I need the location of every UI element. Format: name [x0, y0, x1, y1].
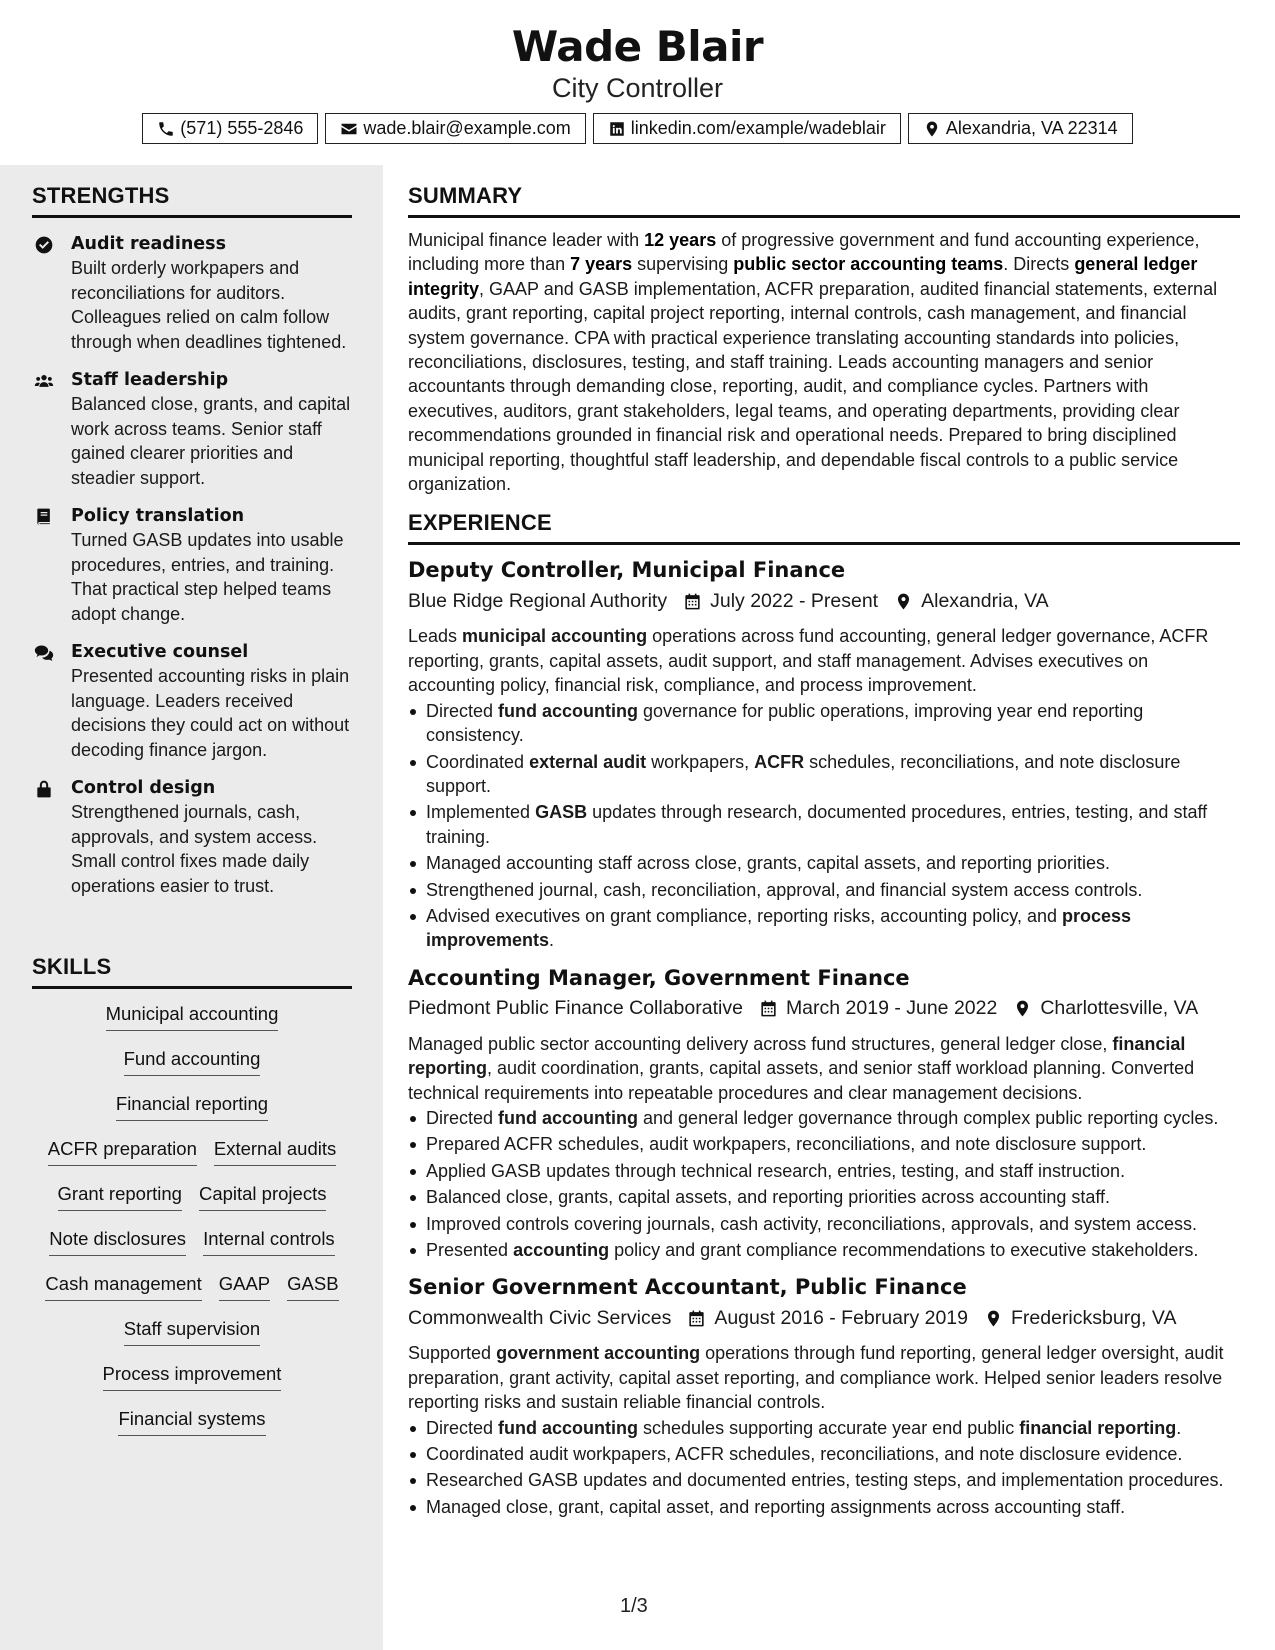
- emphasis-text: fund accounting: [498, 700, 639, 721]
- job-location: Alexandria, VA: [921, 589, 1049, 612]
- job-entry: [408, 1272, 1240, 1519]
- skill-tag: Cash management: [45, 1269, 201, 1301]
- sidebar: [0, 165, 383, 1650]
- skills-section: [32, 954, 352, 1441]
- job-bullets: [408, 1416, 1240, 1520]
- envelope-icon: [340, 120, 358, 138]
- bullet-item: [408, 1468, 1240, 1492]
- bullet-item: [408, 904, 1240, 953]
- job-entry: [408, 555, 1240, 952]
- skill-tag: ACFR preparation: [48, 1134, 197, 1166]
- text-segment: Advised executives on grant compliance, reporting risks, accounting policy, and: [426, 905, 1063, 926]
- bullet-item: [408, 878, 1240, 902]
- map-pin-icon: [1013, 999, 1032, 1018]
- text-segment: Directed: [426, 1417, 499, 1438]
- strength-text: Presented accounting risks in plain language. Leaders received decisions they could act on without decoding finance jargon.: [71, 666, 350, 760]
- skill-row: [32, 1359, 352, 1396]
- strength-text: Built orderly workpapers and reconciliations for auditors. Colleagues relied on calm follow through when deadlines tightened.: [71, 258, 347, 352]
- candidate-name: Wade Blair: [511, 22, 764, 71]
- bullet-item: [408, 1416, 1240, 1440]
- comments-icon: [34, 643, 54, 663]
- strength-item: [32, 640, 352, 762]
- job-dates: March 2019 - June 2022: [785, 997, 998, 1020]
- strength-title: Policy translation: [71, 506, 245, 526]
- bullet-item: [408, 800, 1240, 849]
- job-title: Deputy Controller, Municipal Finance: [408, 558, 846, 583]
- skill-tag: Financial reporting: [116, 1089, 268, 1121]
- skill-tag: Process improvement: [103, 1359, 282, 1391]
- skills-title: SKILLS: [32, 954, 352, 989]
- text-segment: Applied GASB updates through technical research, entries, testing, and staff instruction.: [426, 1160, 1126, 1181]
- job-bullets: [408, 1106, 1240, 1262]
- emphasis-text: general ledger integrity: [408, 254, 1198, 299]
- emphasis-text: public sector accounting teams: [733, 254, 1004, 275]
- emphasis-text: 7 years: [570, 254, 633, 275]
- text-segment: Presented: [426, 1240, 514, 1260]
- bullet-item: [408, 1442, 1240, 1466]
- emphasis-text: GASB: [535, 802, 588, 823]
- emphasis-text: process improvements: [426, 905, 1132, 951]
- skill-tag: Municipal accounting: [106, 999, 279, 1031]
- strength-item: [32, 232, 352, 354]
- job-description: [408, 624, 1240, 697]
- text-segment: Coordinated audit workpapers, ACFR schedules, reconciliations, and note disclosure evidence.: [426, 1444, 1183, 1465]
- text-segment: . Directs: [1003, 254, 1075, 275]
- contact-email[interactable]: [325, 113, 585, 144]
- skill-tag: Note disclosures: [49, 1224, 186, 1256]
- emphasis-text: government accounting: [496, 1343, 701, 1364]
- skill-row: [32, 1179, 352, 1216]
- skill-list: [32, 999, 352, 1441]
- emphasis-text: external audit: [529, 751, 647, 772]
- calendar-icon: [687, 1309, 706, 1328]
- text-segment: operations across fund accounting, general ledger governance, ACFR reporting, grants, capital assets, audit support, and staff management. Advises executives on accounting policy, financial risk, compliance, and process improvement.: [408, 626, 1209, 696]
- experience-title: EXPERIENCE: [408, 510, 1240, 545]
- lock-icon: [34, 779, 54, 799]
- skill-row: [32, 1314, 352, 1351]
- skill-row: [32, 1224, 352, 1261]
- book-icon: [34, 507, 54, 527]
- contact-bar: [0, 113, 1275, 144]
- main-content: [408, 165, 1240, 1521]
- emphasis-text: financial reporting: [408, 1033, 1186, 1079]
- strength-text: Turned GASB updates into usable procedures, entries, and training. That practical step helped teams adopt change.: [71, 530, 344, 624]
- strength-item: [32, 368, 352, 490]
- strengths-title: STRENGTHS: [32, 183, 352, 218]
- strength-title: Audit readiness: [71, 234, 226, 254]
- skill-row: [32, 1134, 352, 1171]
- job-list: [408, 555, 1240, 1519]
- map-pin-icon: [984, 1309, 1003, 1328]
- job-company: Piedmont Public Finance Collaborative: [408, 997, 743, 1020]
- check-circle-icon: [34, 235, 54, 255]
- text-segment: schedules supporting accurate year end public: [638, 1417, 1020, 1438]
- skill-row: [32, 1044, 352, 1081]
- text-segment: Managed accounting staff across close, grants, capital assets, and reporting priorities.: [426, 853, 1111, 874]
- text-segment: , audit coordination, grants, capital assets, and senior staff workload planning. Converted technical requirements into repeatable procedures and clear management decisions.: [408, 1058, 1195, 1103]
- contact-phone-text: (571) 555-2846: [180, 118, 304, 138]
- users-icon: [34, 371, 54, 391]
- job-meta: [408, 586, 1240, 616]
- text-segment: and general ledger governance through complex public reporting cycles.: [638, 1107, 1219, 1128]
- contact-location: [908, 113, 1133, 144]
- text-segment: operations through fund reporting, general ledger oversight, audit preparation, grant activity, capital asset reporting, and compliance work. Helped senior leaders resolve reporting risks and sustain reliable financial controls.: [408, 1343, 1224, 1413]
- text-segment: policy and grant compliance recommendations to executive stakeholders.: [609, 1240, 1199, 1260]
- emphasis-text: 12 years: [644, 230, 717, 250]
- bullet-item: [408, 1185, 1240, 1209]
- phone-icon: [157, 120, 175, 138]
- job-meta: [408, 994, 1240, 1024]
- skill-row: [32, 1089, 352, 1126]
- resume-header: [0, 0, 1275, 165]
- strength-title: Staff leadership: [71, 370, 229, 390]
- strength-title: Executive counsel: [71, 642, 249, 662]
- contact-location-text: Alexandria, VA 22314: [945, 118, 1118, 138]
- text-segment: Leads: [408, 626, 463, 647]
- job-title: Senior Government Accountant, Public Finance: [408, 1275, 967, 1300]
- experience-section: [408, 510, 1240, 1519]
- emphasis-text: municipal accounting: [462, 626, 648, 647]
- skill-tag: GASB: [287, 1269, 338, 1301]
- skill-tag: External audits: [214, 1134, 336, 1166]
- text-segment: Supported: [408, 1343, 497, 1364]
- text-segment: Managed public sector accounting delivery across fund structures, general ledger close,: [408, 1033, 1113, 1054]
- job-company: Commonwealth Civic Services: [408, 1306, 672, 1329]
- emphasis-text: accounting: [513, 1240, 610, 1260]
- text-segment: schedules, reconciliations, and note disclosure support.: [426, 751, 1181, 796]
- skill-tag: Grant reporting: [58, 1179, 182, 1211]
- bullet-item: [408, 1159, 1240, 1183]
- candidate-role: City Controller: [551, 73, 724, 103]
- bullet-item: [408, 1495, 1240, 1519]
- text-segment: Strengthened journal, cash, reconciliation, approval, and financial system access controls.: [426, 879, 1143, 900]
- bullet-item: [408, 1212, 1240, 1236]
- job-location: Fredericksburg, VA: [1011, 1306, 1177, 1329]
- emphasis-text: fund accounting: [498, 1107, 639, 1128]
- contact-linkedin[interactable]: [593, 113, 901, 144]
- text-segment: .: [1176, 1417, 1182, 1438]
- job-dates: August 2016 - February 2019: [714, 1306, 968, 1329]
- text-segment: workpapers,: [646, 751, 755, 772]
- job-company: Blue Ridge Regional Authority: [408, 589, 668, 612]
- skill-tag: GAAP: [219, 1269, 270, 1301]
- summary-section: [408, 183, 1240, 496]
- strengths-section: [32, 183, 352, 898]
- strength-text: Strengthened journals, cash, approvals, and system access. Small control fixes made daily operations easier to trust.: [71, 802, 318, 896]
- emphasis-text: fund accounting: [498, 1417, 639, 1438]
- contact-linkedin-text: linkedin.com/example/wadeblair: [630, 118, 886, 138]
- skill-tag: Financial systems: [118, 1404, 265, 1436]
- skill-tag: Staff supervision: [124, 1314, 260, 1346]
- skill-row: [32, 1404, 352, 1441]
- skill-row: [32, 1269, 352, 1306]
- text-segment: , GAAP and GASB implementation, ACFR preparation, audited financial statements, external audits, grant reporting, capital project reporting, internal controls, cash management, and financial system governance. CPA with practical experience translating accounting standards into policies, reconciliations, disclosures, testing, and staff training. Leads accounting managers and senior accountants through demanding close, reporting, audit, and compliance cycles. Partners with executives, auditors, grant stakeholders, legal teams, and operating departments, providing clear recommendations grounded in financial risk and operational needs. Prepared to bring disciplined municipal reporting, thoughtful staff leadership, and dependable fiscal controls to a public service organization.: [408, 278, 1218, 495]
- text-segment: Managed close, grant, capital asset, and reporting assignments across accounting staff.: [426, 1496, 1126, 1517]
- text-segment: Coordinated: [426, 751, 530, 772]
- job-description: [408, 1341, 1240, 1414]
- summary-text: [408, 228, 1240, 496]
- text-segment: Prepared ACFR schedules, audit workpapers, reconciliations, and note disclosure support.: [426, 1134, 1147, 1155]
- text-segment: Directed: [426, 1107, 499, 1128]
- skill-tag: Capital projects: [199, 1179, 327, 1211]
- skill-row: [32, 999, 352, 1036]
- strength-text: Balanced close, grants, and capital work across teams. Senior staff gained clearer priorities and steadier support.: [71, 394, 351, 488]
- emphasis-text: financial reporting: [1019, 1417, 1177, 1438]
- map-pin-icon: [923, 120, 941, 138]
- skill-tag: Internal controls: [203, 1224, 335, 1256]
- bullet-item: [408, 851, 1240, 875]
- strength-item: [32, 776, 352, 898]
- strength-title: Control design: [71, 778, 216, 798]
- text-segment: governance for public operations, improving year end reporting consistency.: [426, 700, 1144, 746]
- emphasis-text: ACFR: [754, 751, 805, 772]
- job-location: Charlottesville, VA: [1040, 997, 1199, 1020]
- skill-tag: Fund accounting: [124, 1044, 261, 1076]
- linkedin-icon: [608, 120, 626, 138]
- calendar-icon: [759, 999, 778, 1018]
- text-segment: Improved controls covering journals, cash activity, reconciliations, approvals, and system access.: [426, 1213, 1198, 1234]
- bullet-item: [408, 1238, 1240, 1262]
- strength-item: [32, 504, 352, 626]
- job-entry: [408, 963, 1240, 1263]
- text-segment: of progressive government and fund accounting experience, including more than: [408, 230, 1200, 275]
- page-number: 1/3: [620, 1595, 648, 1617]
- text-segment: Municipal finance leader with: [408, 230, 645, 250]
- text-segment: supervising: [632, 254, 734, 275]
- contact-email-text: wade.blair@example.com: [363, 118, 571, 138]
- text-segment: Implemented: [426, 802, 536, 823]
- job-dates: July 2022 - Present: [710, 589, 879, 612]
- job-bullets: [408, 699, 1240, 953]
- text-segment: updates through research, documented procedures, entries, testing, and staff training.: [426, 802, 1208, 847]
- map-pin-icon: [894, 592, 913, 611]
- text-segment: .: [549, 930, 555, 951]
- text-segment: Directed: [426, 700, 499, 721]
- bullet-item: [408, 1106, 1240, 1130]
- job-title: Accounting Manager, Government Finance: [408, 965, 910, 990]
- summary-title: SUMMARY: [408, 183, 1240, 218]
- bullet-item: [408, 699, 1240, 748]
- bullet-item: [408, 750, 1240, 799]
- contact-phone[interactable]: [142, 113, 318, 144]
- bullet-item: [408, 1132, 1240, 1156]
- text-segment: Balanced close, grants, capital assets, and reporting priorities across accounting staff.: [426, 1187, 1111, 1208]
- calendar-icon: [683, 592, 702, 611]
- text-segment: Researched GASB updates and documented entries, testing steps, and implementation procedures.: [426, 1470, 1224, 1491]
- job-description: [408, 1032, 1240, 1105]
- job-meta: [408, 1303, 1240, 1333]
